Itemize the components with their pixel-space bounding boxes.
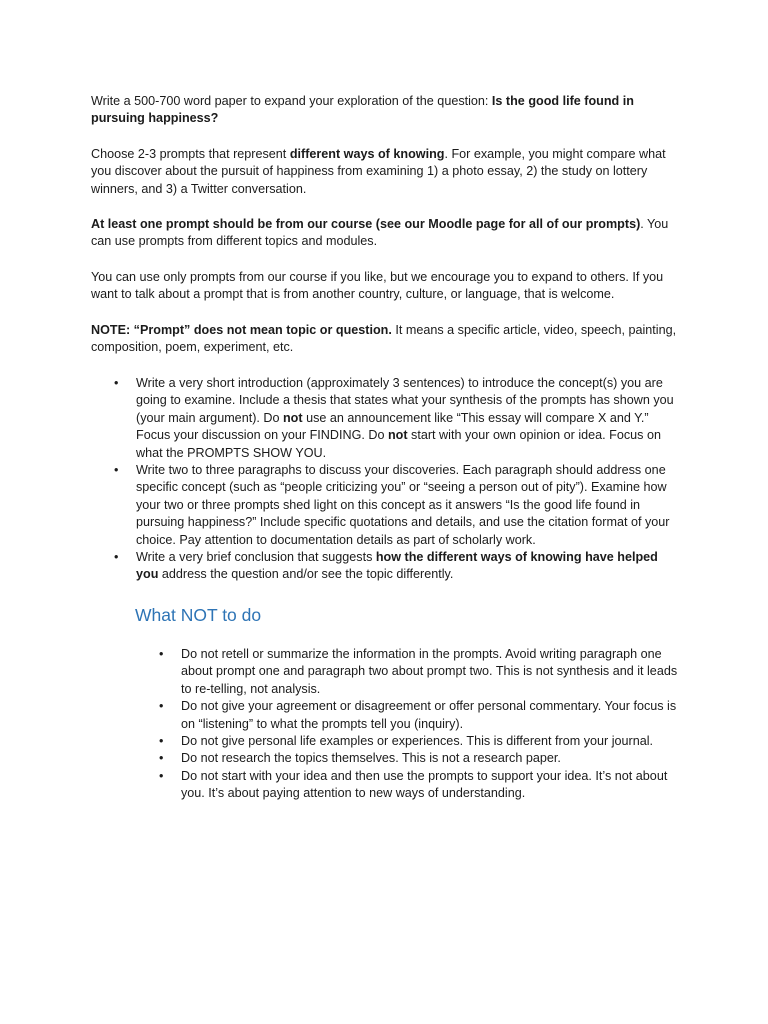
list-item [159,646,681,698]
instructions-list [114,375,681,584]
intro-question-lead: Write a 500-700 word paper to expand your exploration of the question: [91,94,492,108]
item-text: Do not retell or summarize the information in the prompts. Avoid writing paragraph one about prompt one and paragraph two about prompt two. This is not synthesis and it leads to re-telling, not analysis. [181,647,678,696]
prompts-lead: Choose 2-3 prompts that represent [91,147,290,161]
bullet: • [159,734,164,749]
item-text: Write a very short introduction (approximately 3 sentences) to introduce the concept(s) you are going to examine. Include a thesis that states what your synthesis of the prompts has shown you (your main argument). Do [136,376,674,425]
item-text: Do not start with your idea and then use the prompts to support your idea. It’s not about you. It’s about paying attention to new ways of understanding. [181,768,668,801]
note-tail: It means a specific article, video, speech, painting, composition, poem, experiment, etc. [91,323,677,355]
list-item [159,733,681,750]
item-text: Do not give your agreement or disagreement or offer personal commentary. Your focus is on “listening” to what the prompts tell you (inquiry). [181,699,677,731]
list-item [159,750,681,767]
bullet: • [114,376,119,390]
item-text: use an announcement like “This essay will compare X and Y.” Focus your discussion on your FINDING. Do [136,410,649,443]
list-item [159,768,681,803]
expand-text: You can use only prompts from our course if you like, but we encourage you to expand to others. If you want to talk about a prompt that is from another country, culture, or language, that is welcome. [91,270,664,302]
item-text: Do not give personal life examples or experiences. This is different from your journal. [181,734,654,749]
item-bold: not [282,410,303,425]
item-text: Write a very brief conclusion that suggests [136,550,376,565]
bullet: • [159,751,164,766]
bullet: • [114,550,119,565]
list-item [114,462,681,549]
list-item [114,549,681,584]
item-text: Do not research the topics themselves. This is not a research paper. [181,751,561,766]
what-not-list [159,646,681,803]
item-text: Write two to three paragraphs to discuss your discoveries. Each paragraph should address one specific concept (such as “people criticizing you” or “seeing a person out of pity”). Examine how your two or three prompts shed light on this concept as it answers “Is the good life found in pursuing happiness?” Include specific quotations and details, and use the citation format of your choice. Pay attention to documentation details as part of scholarly work. [136,463,670,547]
course-tail: . You can use prompts from different topics and modules. [91,217,669,249]
intro-paragraph-prompts [91,146,681,198]
bullet: • [114,463,119,478]
prompts-bold: different ways of knowing [289,147,445,161]
item-text: address the question and/or see the topic differently. [158,567,454,582]
intro-question-bold: Is the good life found in pursuing happiness? [91,94,634,126]
course-bold: At least one prompt should be from our course (see our Moodle page for all of our prompts) [91,217,641,231]
bullet: • [159,699,164,714]
item-text: start with your own opinion or idea. Focus on what the PROMPTS SHOW YOU. [136,428,661,460]
intro-paragraph-note [91,322,681,357]
item-bold: how the different ways of knowing have helped you [136,550,658,582]
intro-paragraph-course [91,216,681,251]
bullet: • [159,647,164,661]
prompts-tail: . For example, you might compare what you discover about the pursuit of happiness from examining 1) a photo essay, 2) the study on lottery winners, and 3) a Twitter conversation. [91,147,666,196]
list-item [114,375,681,462]
intro-paragraph-expand [91,269,681,304]
note-bold: NOTE: “Prompt” does not mean topic or question. [91,323,392,337]
list-item [159,698,681,733]
bullet: • [159,768,164,783]
intro-paragraph-question [91,93,681,128]
what-not-heading: What NOT to do [135,605,262,625]
item-bold: not [387,428,408,443]
